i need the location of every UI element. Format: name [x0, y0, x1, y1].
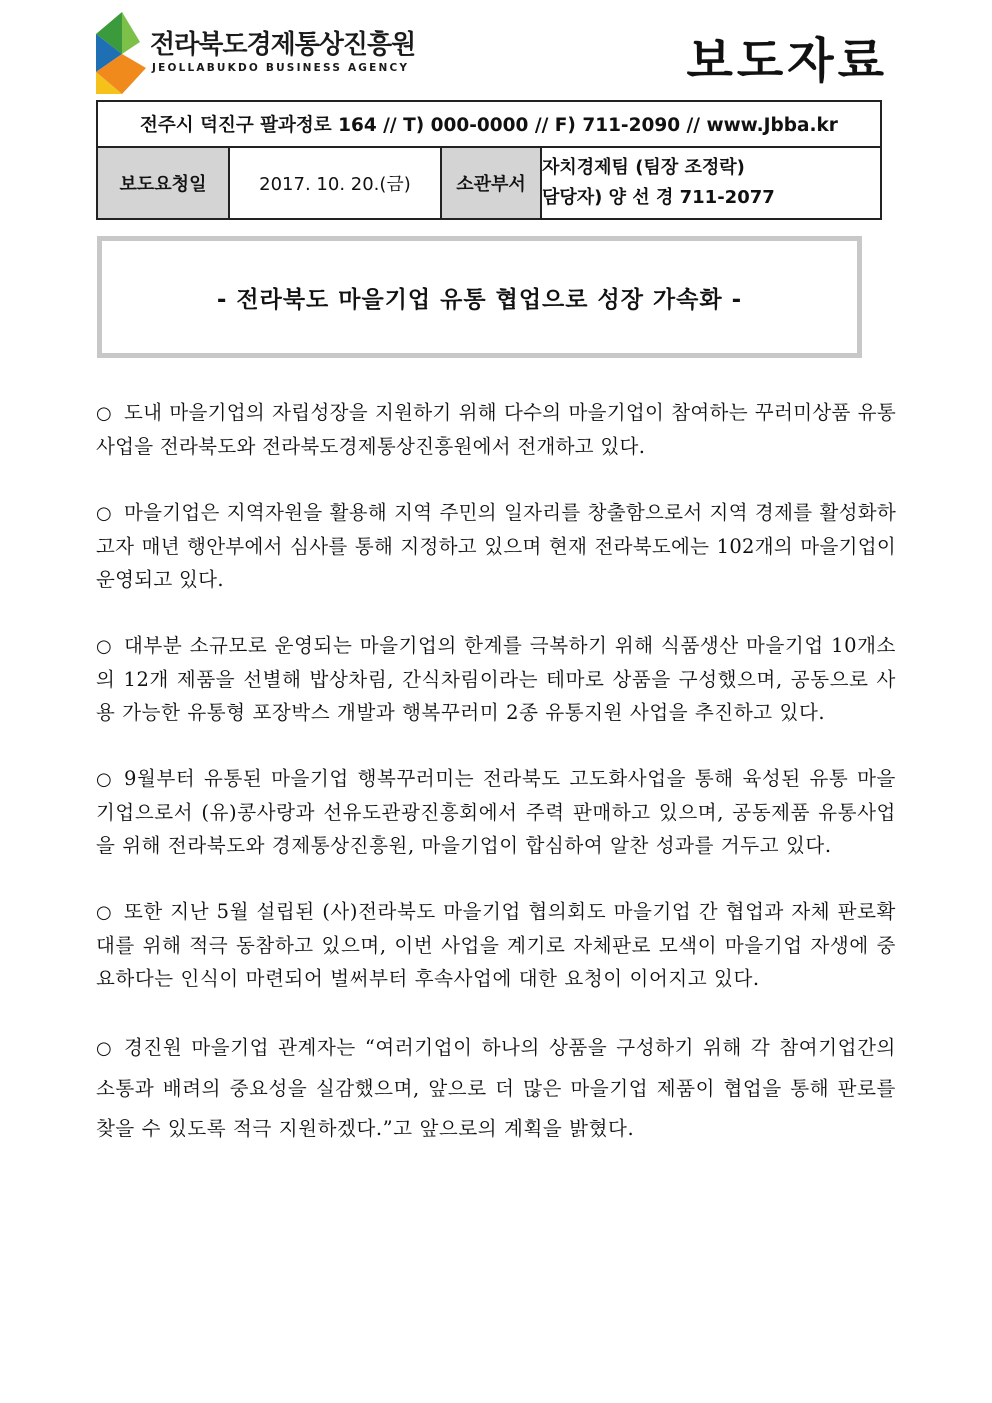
paragraph-text: 경진원 마을기업 관계자는 “여러기업이 하나의 상품을 구성하기 위해 각 참여기업간의 소통과 배려의 중요성을 실감했으며, 앞으로 더 많은 마을기업 제품이 협업을 통해 판로를 찾을 수 있도록 적극 지원하겠다.”고 앞으로의 계획을 밝혔다.: [96, 1036, 896, 1140]
department-label: 소관부서: [441, 147, 541, 219]
paragraph: [96, 496, 896, 596]
paragraph-text: 대부분 소규모로 운영되는 마을기업의 한계를 극복하기 위해 식품생산 마을기업 10개소의 12개 제품을 선별해 밥상차림, 간식차림이라는 테마로 상품을 구성했으며, 공동으로 사용 가능한 유통형 포장박스 개발과 행복꾸러미 2종 유통지원 사업을 추진하고 있다.: [96, 634, 896, 724]
headline-box: [97, 236, 862, 358]
document-type-title: 보도자료: [686, 33, 888, 89]
bullet-circle-icon: ○: [96, 403, 113, 424]
contact-line: 전주시 덕진구 팔과정로 164 // T) 000-0000 // F) 711-2090 // www.Jbba.kr: [97, 101, 881, 147]
jbba-logo-icon: [96, 12, 146, 94]
department-cell: [541, 147, 881, 219]
headline: - 전라북도 마을기업 유통 협업으로 성장 가속화 -: [216, 286, 743, 313]
org-name: 전라북도경제통상진흥원: [150, 30, 416, 60]
org-name-english: JEOLLABUKDO BUSINESS AGENCY: [152, 62, 410, 74]
bullet-circle-icon: ○: [96, 769, 113, 790]
department-name: 자치경제팀 (팀장 조정락): [542, 157, 745, 178]
paragraph: [96, 895, 896, 995]
paragraph-text: 또한 지난 5월 설립된 (사)전라북도 마을기업 협의회도 마을기업 간 협업과 자체 판로확대를 위해 적극 동참하고 있으며, 이번 사업을 계기로 자체판로 모색이 마을기업 자생에 중요하다는 인식이 마련되어 벌써부터 후속사업에 대한 요청이 이어지고 있다.: [96, 900, 896, 990]
request-date-label: 보도요청일: [97, 147, 229, 219]
paragraph: [96, 396, 896, 463]
paragraph-text: 도내 마을기업의 자립성장을 지원하기 위해 다수의 마을기업이 참여하는 꾸러미상품 유통사업을 전라북도와 전라북도경제통상진흥원에서 전개하고 있다.: [96, 401, 896, 458]
paragraph: [96, 762, 896, 862]
request-date: 2017. 10. 20.(금): [229, 147, 441, 219]
bullet-circle-icon: ○: [96, 636, 113, 657]
bullet-circle-icon: ○: [96, 503, 113, 524]
manager-contact: 담당자) 양 선 경 711-2077: [542, 187, 775, 208]
bullet-circle-icon: ○: [96, 1038, 113, 1059]
paragraph-text: 9월부터 유통된 마을기업 행복꾸러미는 전라북도 고도화사업을 통해 육성된 유통 마을기업으로서 (유)콩사랑과 선유도관광진흥회에서 주력 판매하고 있으며, 공동제품 유통사업을 위해 전라북도와 경제통상진흥원, 마을기업이 합심하여 알찬 성과를 거두고 있다.: [96, 767, 896, 857]
article-body: [96, 396, 896, 1149]
paragraph: [96, 629, 896, 729]
paragraph-text: 마을기업은 지역자원을 활용해 지역 주민의 일자리를 창출함으로서 지역 경제를 활성화하고자 매년 행안부에서 심사를 통해 지정하고 있으며 현재 전라북도에는 102개의 마을기업이 운영되고 있다.: [96, 501, 896, 591]
paragraph: [96, 1028, 896, 1149]
bullet-circle-icon: ○: [96, 902, 113, 923]
info-table: [96, 100, 882, 220]
